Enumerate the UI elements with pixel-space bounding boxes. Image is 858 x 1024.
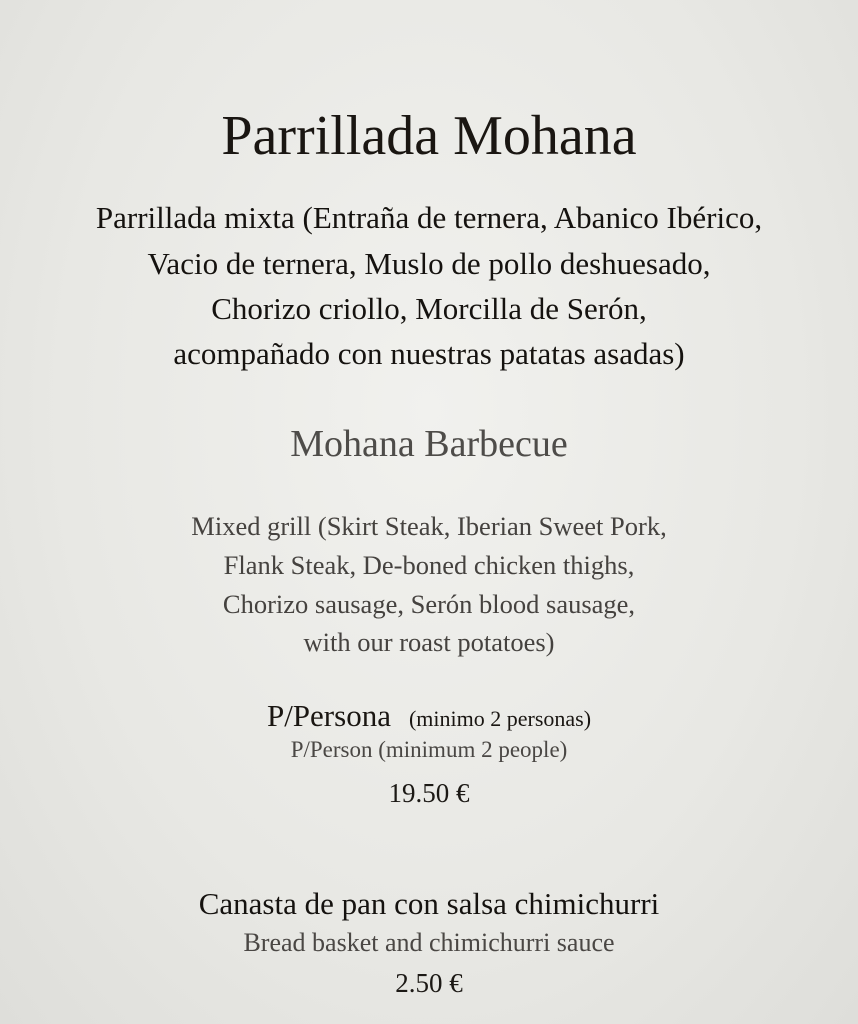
minimum-persons-note: (minimo 2 personas) [408, 706, 592, 731]
english-description-line: Mixed grill (Skirt Steak, Iberian Sweet Pork, [191, 511, 667, 541]
spanish-description-line: Vacio de ternera, Muslo de pollo deshuesado, [147, 246, 711, 281]
bread-basket-name-en: Bread basket and chimichurri sauce [243, 928, 615, 957]
bread-basket-price: 2.50 € [395, 968, 463, 998]
page-title: Parrillada Mohana [221, 105, 637, 167]
english-description-line: Flank Steak, De-boned chicken thighs, [223, 550, 635, 580]
price-per-person-label [0, 697, 858, 738]
english-description-line: Chorizo sausage, Serón blood sausage, [222, 589, 636, 619]
spanish-description-line: acompañado con nuestras patatas asadas) [173, 336, 685, 371]
price-per-person-label-en: P/Person (minimum 2 people) [290, 737, 568, 762]
english-description-line: with our roast potatoes) [303, 627, 555, 657]
spanish-description-line: Chorizo criollo, Morcilla de Serón, [211, 291, 647, 326]
price-per-person-label-es: P/Persona [266, 698, 391, 733]
spanish-description-line: Parrillada mixta (Entraña de ternera, Abanico Ibérico, [95, 200, 763, 235]
english-title: Mohana Barbecue [290, 423, 568, 465]
bread-basket-name-es: Canasta de pan con salsa chimichurri [198, 886, 660, 921]
barbecue-price: 19.50 € [388, 778, 470, 808]
